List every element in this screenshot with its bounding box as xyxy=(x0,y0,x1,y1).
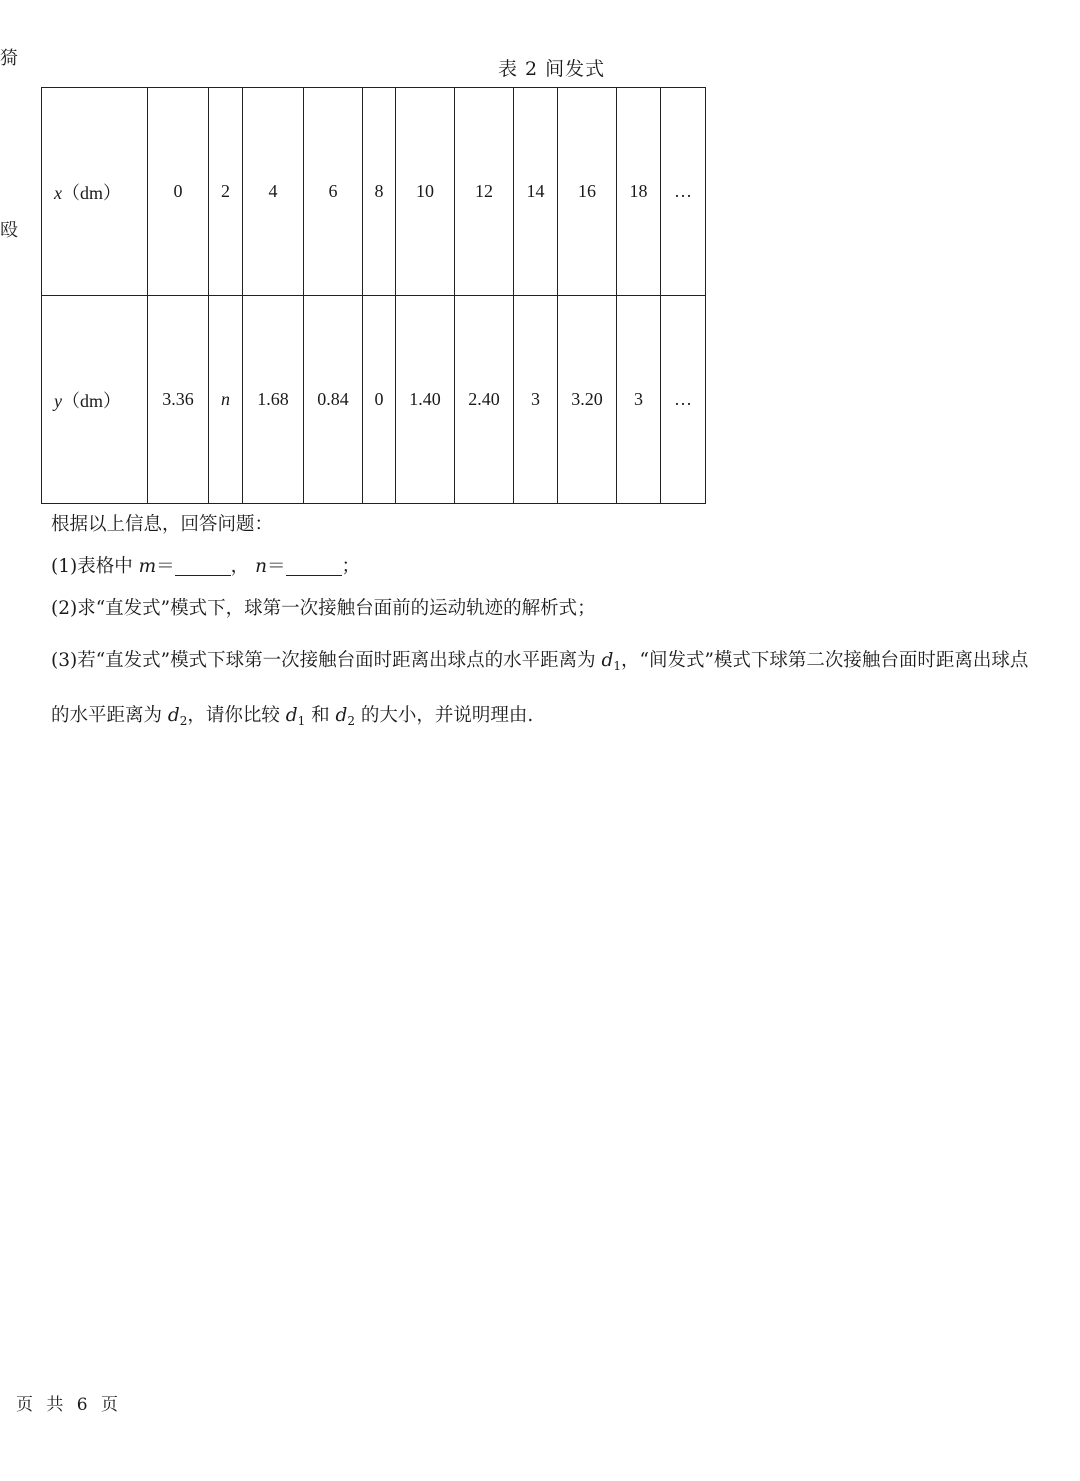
q3-text: 的大小，并说明理由. xyxy=(355,705,534,726)
n-var: n xyxy=(255,556,267,577)
y-cell: 3.36 xyxy=(148,296,209,504)
m-var: m xyxy=(138,556,157,577)
x-header xyxy=(42,88,148,296)
y-header xyxy=(42,296,148,504)
y-cell: 2.40 xyxy=(455,296,514,504)
q1-separator: ， xyxy=(230,556,250,577)
y-var: y xyxy=(54,390,62,411)
page-footer: 页 共 6 页 xyxy=(16,1395,123,1415)
subscript-2: 2 xyxy=(347,714,355,728)
x-cell: 10 xyxy=(396,88,455,296)
y-row xyxy=(42,296,706,504)
left-edge-fragment-2: 殴 xyxy=(0,220,18,241)
q1-eq: ＝ xyxy=(266,556,286,577)
d-var: d xyxy=(335,705,348,726)
subscript-2: 2 xyxy=(179,714,188,728)
y-unit: （dm） xyxy=(62,390,122,411)
d-var: d xyxy=(285,705,298,726)
x-cell: 2 xyxy=(209,88,243,296)
x-var: x xyxy=(54,182,62,203)
q1-end: ； xyxy=(341,556,361,577)
left-edge-fragment-1: 猗 xyxy=(0,48,18,69)
y-cell: 1.40 xyxy=(396,296,455,504)
question-3-line-1 xyxy=(51,650,1028,673)
answer-blank-n[interactable] xyxy=(286,557,342,576)
q3-text: (3)若“直发式”模式下球第一次接触台面时距离出球点的水平距离为 xyxy=(51,650,602,671)
q1-prefix: (1)表格中 xyxy=(51,556,139,577)
y-cell: 3.20 xyxy=(558,296,617,504)
answer-blank-m[interactable] xyxy=(175,557,231,576)
x-cell: 4 xyxy=(243,88,304,296)
x-unit: （dm） xyxy=(62,182,122,203)
x-cell: 8 xyxy=(363,88,396,296)
q3-text: 和 xyxy=(305,705,336,726)
intro-text: 根据以上信息，回答问题： xyxy=(51,514,274,535)
y-cell xyxy=(209,296,243,504)
x-cell: 14 xyxy=(514,88,558,296)
question-3-line-2 xyxy=(51,705,533,728)
q3-text: 的水平距离为 xyxy=(51,705,168,726)
question-2: (2)求“直发式”模式下，球第一次接触台面前的运动轨迹的解析式； xyxy=(51,598,596,619)
x-cell: 0 xyxy=(148,88,209,296)
data-table xyxy=(41,87,706,504)
y-cell: 1.68 xyxy=(243,296,304,504)
x-row xyxy=(42,88,706,296)
subscript-1: 1 xyxy=(613,659,621,673)
x-cell: 6 xyxy=(304,88,363,296)
y-cell: 0 xyxy=(363,296,396,504)
q3-text: ，“间发式”模式下球第二次接触台面时距离出球点 xyxy=(621,650,1029,671)
n-var: n xyxy=(221,389,230,409)
subscript-1: 1 xyxy=(297,714,306,728)
y-cell: 0.84 xyxy=(304,296,363,504)
table-caption: 表 2 间发式 xyxy=(498,58,606,80)
question-1 xyxy=(51,556,360,578)
q1-eq: ＝ xyxy=(156,556,175,577)
d-var: d xyxy=(167,705,180,726)
x-cell: 12 xyxy=(455,88,514,296)
y-cell: 3 xyxy=(514,296,558,504)
x-cell: … xyxy=(661,88,706,296)
y-cell: … xyxy=(661,296,706,504)
y-cell: 3 xyxy=(617,296,661,504)
x-cell: 16 xyxy=(558,88,617,296)
x-cell: 18 xyxy=(617,88,661,296)
d-var: d xyxy=(601,650,614,671)
q3-text: ，请你比较 xyxy=(187,705,286,726)
